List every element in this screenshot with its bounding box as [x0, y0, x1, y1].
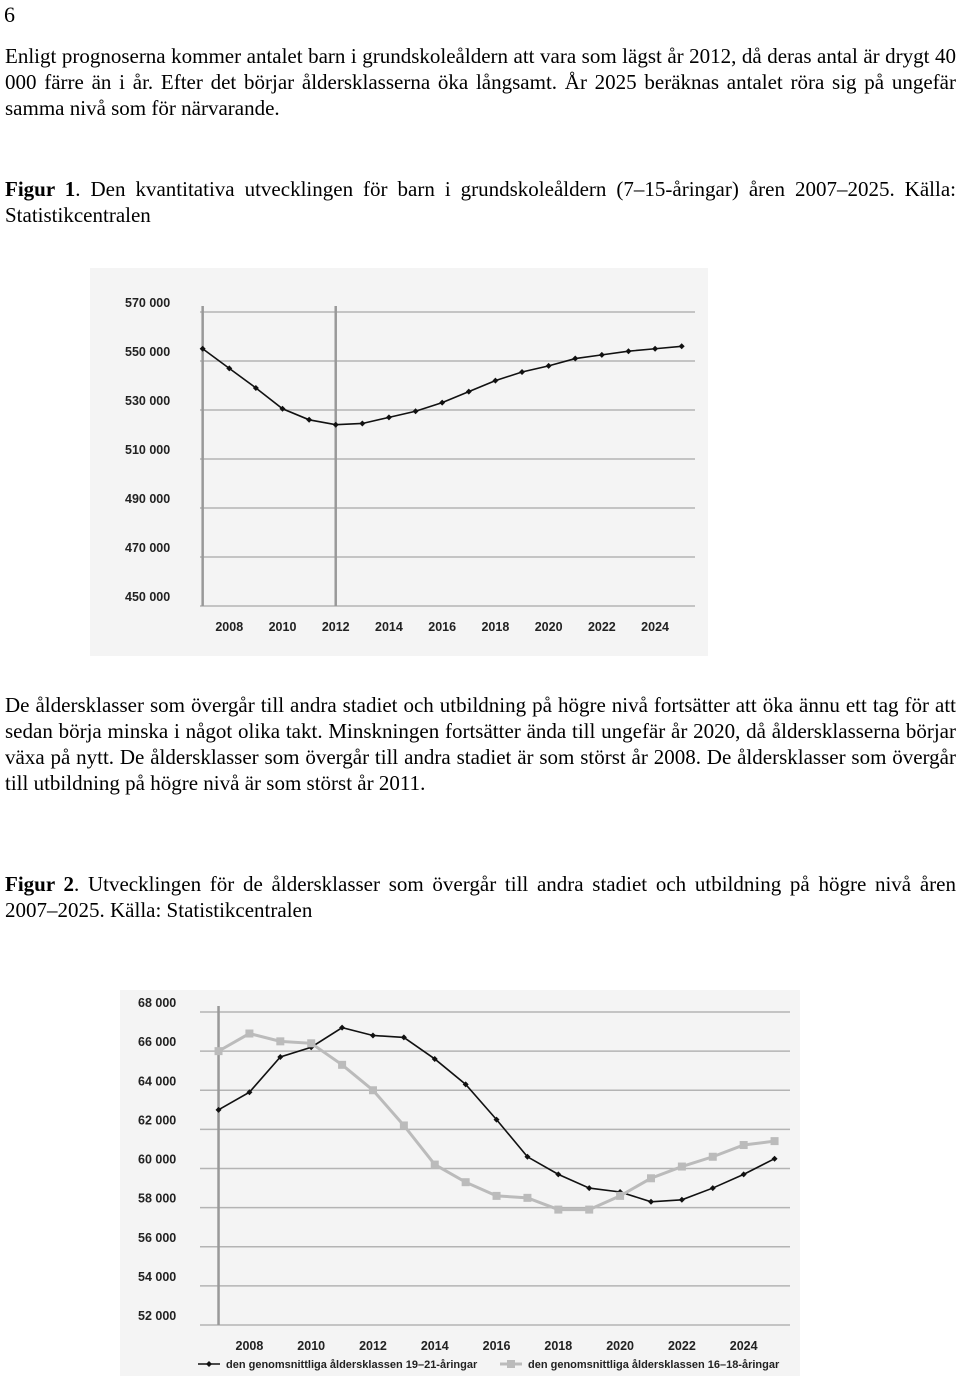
chart-background	[90, 268, 708, 656]
y-tick-label: 490 000	[125, 492, 171, 506]
y-tick-label: 470 000	[125, 541, 171, 555]
data-point	[493, 1192, 501, 1200]
y-tick-label: 68 000	[138, 996, 177, 1010]
data-point	[462, 1178, 470, 1186]
data-point	[276, 1037, 284, 1045]
legend-swatch-marker	[507, 1360, 515, 1368]
data-point	[523, 1194, 531, 1202]
x-tick-label: 2018	[544, 1339, 573, 1353]
y-tick-label: 58 000	[138, 1191, 177, 1206]
data-point	[771, 1137, 779, 1145]
age-class-line-chart	[120, 990, 800, 1376]
y-tick-label: 52 000	[138, 1309, 177, 1323]
x-tick-label: 2008	[215, 620, 244, 634]
y-tick-label: 62 000	[138, 1113, 177, 1128]
data-point	[740, 1141, 748, 1149]
figure-1-label: Figur 1	[5, 177, 76, 201]
x-tick-label: 2020	[606, 1339, 635, 1353]
legend-label: den genomsnittliga åldersklassen 19–21-åringar	[226, 1359, 478, 1371]
x-tick-label: 2022	[667, 1339, 696, 1353]
y-tick-label: 510 000	[125, 443, 171, 457]
population-line-chart	[90, 268, 708, 656]
x-tick-label: 2018	[481, 620, 510, 634]
y-tick-label: 56 000	[138, 1230, 177, 1245]
data-point	[245, 1030, 253, 1038]
data-point	[215, 1047, 223, 1055]
x-tick-label: 2012	[321, 620, 350, 634]
middle-paragraph: De åldersklasser som övergår till andra stadiet och utbildning på högre nivå fortsätter att öka ännu ett tag för att sedan börja minska i något olika takt. Minskningen fortsätter ända till ungefär år 2020, då åldersklasserna börjar växa på nytt. De åldersklasser som övergår till andra stadiet är som störst år 2008. De åldersklasser som övergår till utbildning på högre nivå är som störst år 2011.	[5, 693, 956, 795]
x-tick-label: 2010	[268, 620, 297, 634]
data-point	[554, 1206, 562, 1214]
x-tick-label: 2008	[235, 1339, 264, 1353]
data-point	[678, 1163, 686, 1171]
data-point	[338, 1061, 346, 1069]
x-tick-label: 2020	[534, 620, 563, 634]
intro-paragraph: Enligt prognoserna kommer antalet barn i grundskoleåldern att vara som lägst år 2012, då deras antal är drygt 40 000 färre än i år. Efter det börjar åldersklasserna öka långsamt. År 2025 beräknas antalet röra sig på ungefär samma nivå som för närvarande.	[5, 44, 956, 120]
legend-label: den genomsnittliga åldersklassen 16–18-åringar	[528, 1359, 780, 1371]
data-point	[400, 1121, 408, 1129]
data-point	[369, 1086, 377, 1094]
y-tick-label: 60 000	[138, 1152, 177, 1167]
data-point	[709, 1153, 717, 1161]
data-point	[307, 1039, 315, 1047]
data-point	[616, 1192, 624, 1200]
figure-2-caption-text: . Utvecklingen för de åldersklasser som övergår till andra stadiet och utbildning på högre nivå åren 2007–2025. Källa: Statistikcentralen	[5, 872, 956, 922]
figure-1-caption-text: . Den kvantitativa utvecklingen för barn i grundskoleåldern (7–15-åringar) åren 2007–2025. Källa: Statistikcentralen	[5, 177, 956, 227]
y-tick-label: 550 000	[125, 345, 171, 359]
y-tick-label: 64 000	[138, 1074, 177, 1089]
page-number: 6	[4, 2, 15, 27]
figure-2-caption	[5, 871, 956, 923]
data-point	[585, 1206, 593, 1214]
x-tick-label: 2012	[359, 1339, 387, 1353]
y-tick-label: 530 000	[125, 394, 171, 408]
x-tick-label: 2010	[297, 1339, 326, 1353]
x-tick-label: 2014	[420, 1339, 449, 1353]
figure-2-label: Figur 2	[5, 872, 74, 896]
y-tick-label: 54 000	[138, 1269, 177, 1284]
figure-1-caption	[5, 176, 956, 228]
x-tick-label: 2024	[641, 620, 669, 634]
x-tick-label: 2016	[428, 620, 457, 634]
x-tick-label: 2016	[482, 1339, 511, 1353]
y-tick-label: 570 000	[125, 296, 171, 310]
x-tick-label: 2024	[729, 1339, 758, 1353]
y-tick-label: 66 000	[138, 1035, 177, 1050]
x-tick-label: 2014	[375, 620, 403, 634]
y-tick-label: 450 000	[125, 590, 171, 604]
data-point	[431, 1161, 439, 1169]
x-tick-label: 2022	[587, 620, 616, 634]
data-point	[647, 1174, 655, 1182]
